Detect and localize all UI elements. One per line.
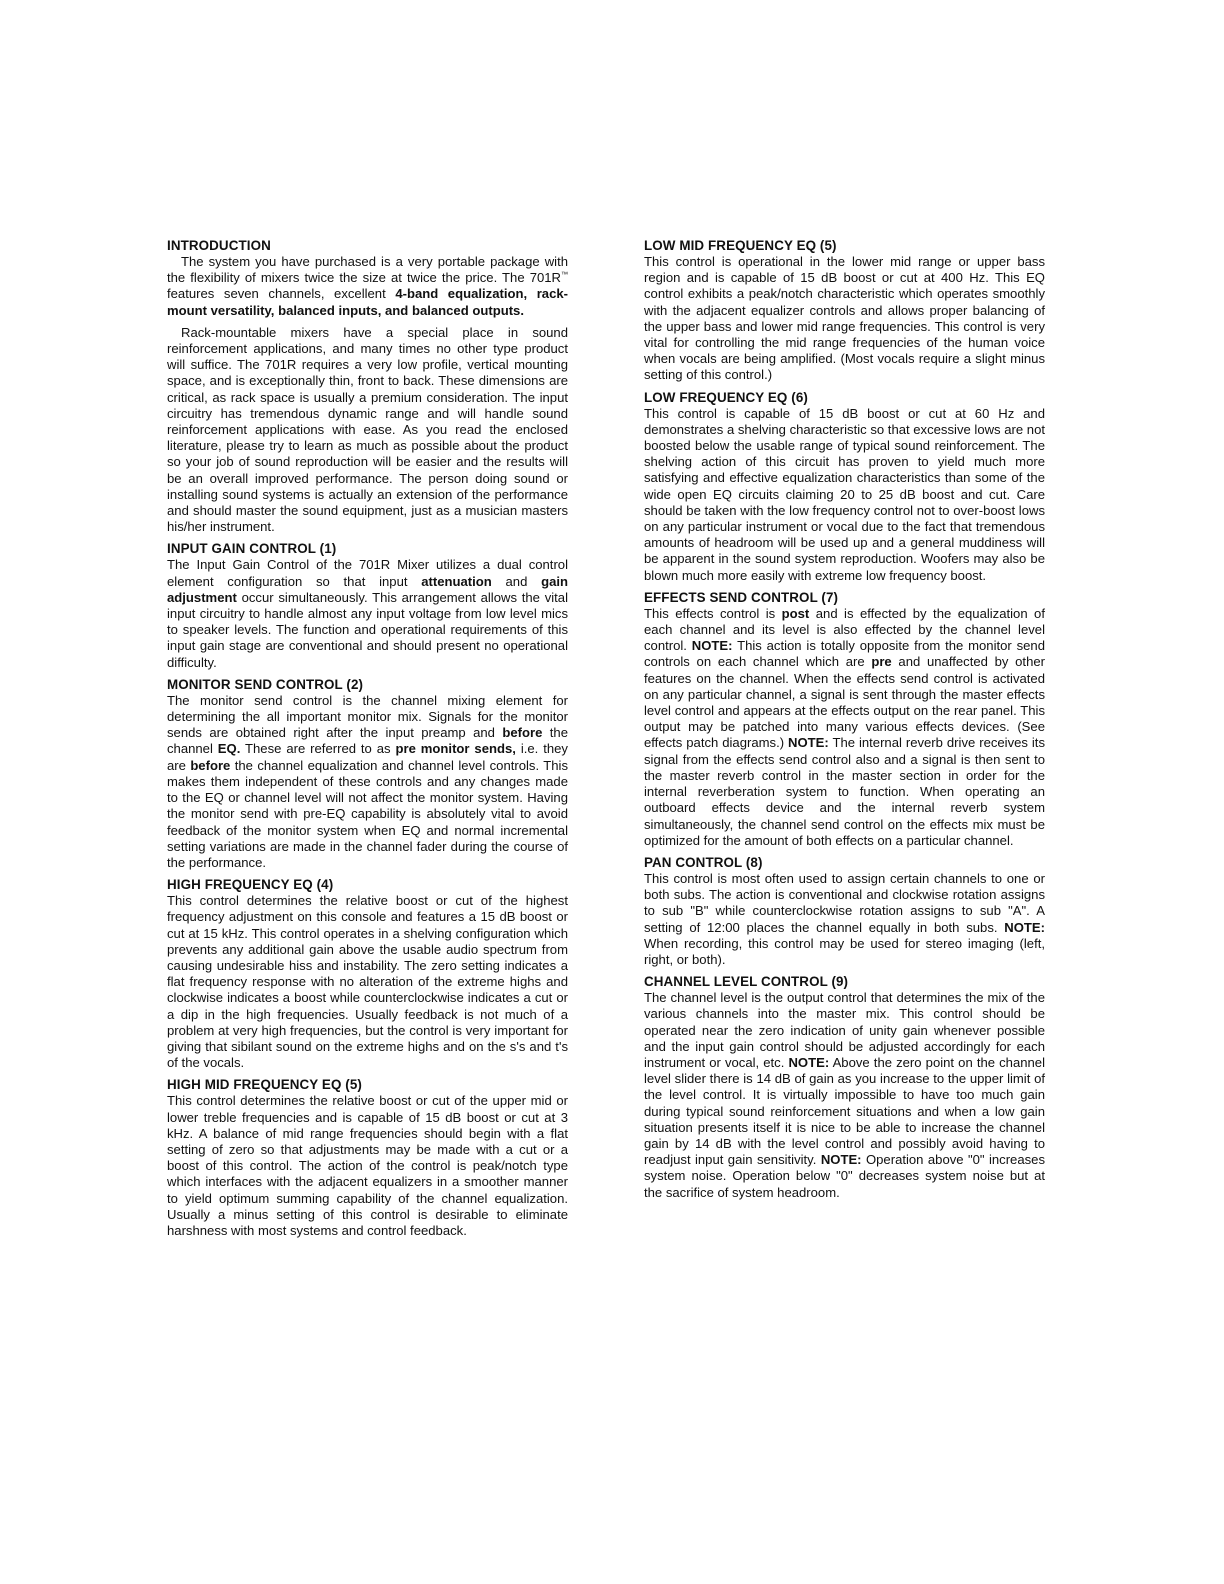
body-paragraph	[167, 893, 568, 1071]
section-monitor-send-control-2	[167, 677, 568, 871]
emphasis-text: NOTE:	[1004, 919, 1045, 935]
text-run: The Input Gain Control of the 701R Mixer utilizes a dual control element configuration so that input	[167, 557, 568, 589]
emphasis-text: EQ.	[217, 741, 241, 757]
text-run: This action is totally opposite from the monitor send controls on each channel which are	[644, 638, 1045, 670]
body-paragraph	[167, 325, 568, 536]
text-run: The internal reverb drive receives its signal from the effects send control also and a signal is then sent to the master reverb control in the master section in order for the internal reverberation system to function. When operating an outboard effects device and the internal reverb system simultaneously, the channel send control on the effects mix must be optimized for the amount of both effects on a particular channel.	[644, 735, 1045, 848]
section-high-mid-frequency-eq-5	[167, 1077, 568, 1239]
emphasis-text: NOTE:	[820, 1152, 862, 1168]
emphasis-text: 4-band equalization, rack-mount versatility, balanced inputs, and balanced outputs.	[167, 286, 568, 318]
text-run: The channel level is the output control that determines the mix of the various channels into the master mix. This control should be operated near the zero indication of unity gain whenever possible and the input gain control should be adjusted accordingly for each instrument or vocal, etc.	[644, 990, 1045, 1070]
text-run: Operation above "0" increases system noise. Operation below "0" decreases system noise but at the sacrifice of system headroom.	[644, 1152, 1045, 1200]
section-pan-control-8	[644, 855, 1045, 968]
text-run: When recording, this control may be used for stereo imaging (left, right, or both).	[644, 935, 1045, 967]
left-column	[167, 238, 568, 1245]
text-run: This effects control is	[644, 605, 782, 621]
body-paragraph	[167, 557, 568, 670]
text-run: i.e. they are	[167, 741, 568, 773]
body-paragraph	[644, 990, 1045, 1201]
section-heading: HIGH FREQUENCY EQ (4)	[167, 877, 334, 893]
text-run: and	[491, 573, 542, 589]
text-run: This control determines the relative boost or cut of the highest frequency adjustment on this console and features a 15 dB boost or cut at 15 kHz. This control operates in a shelving configuration which prevents any additional gain above the usable audio spectrum from causing undesirable hiss and instability. The zero setting indicates a flat frequency response with no alteration of the extreme highs and clockwise indicates a boost while counterclockwise indicates a cut or a dip in the high frequencies. Usually feedback is not much of a problem at very high frequencies, but the control is very important for giving that sibilant sound on the extreme highs and on the s's and t's of the vocals.	[167, 893, 568, 1071]
section-effects-send-control-7	[644, 590, 1045, 849]
text-run: Rack-mountable mixers have a special place in sound reinforcement applications, and many times no other type product will suffice. The 701R requires a very low profile, vertical mounting space, and is exceptionally thin, front to back. These dimensions are critical, as rack space is usually a premium consideration. The input circuitry has tremendous dynamic range and will handle sound reinforcement applications with ease. As you read the enclosed literature, please try to learn as much as possible about the product so your job of sound reproduction will be easier and the results will be an overall improved performance. The person doing sound or installing sound systems is actually an extension of the performance and should master the sound equipment, just as a musician masters his/her instrument.	[167, 324, 568, 535]
section-heading: LOW MID FREQUENCY EQ (5)	[644, 238, 837, 253]
section-heading: PAN CONTROL (8)	[644, 854, 763, 870]
text-run: This control is capable of 15 dB boost or cut at 60 Hz and demonstrates a shelving characteristic so that excessive lows are not boosted below the usable range of typical sound reinforcement. The shelving action of this circuit has proven to yield much more satisfying and effective equalization characteristics than some of the wide open EQ circuits claiming 20 to 25 dB boost and cut. Care should be taken with the low frequency control not to over-boost lows on any particular instrument or vocal due to the fact that tremendous amounts of headroom will be used up and a general muddiness will be apparent in the sound system reproduction. Woofers may also be blown much more easily with extreme low frequency boost.	[644, 405, 1046, 583]
text-run: and is effected by the equalization of each channel and its level is also effected by the channel level control.	[644, 605, 1045, 654]
text-run: This control determines the relative boost or cut of the upper mid or lower treble frequencies and is capable of 15 dB boost or cut at 3 kHz. A balance of mid range frequencies should begin with a flat setting of zero so that adjustments may be made with a cut or a boost of this control. The action of the control is peak/notch type which interfaces with the adjacent equalizers in a smoother manner to yield optimum summing capability of the channel equalization. Usually a minus setting of this control is desirable to eliminate harshness with most systems and control feedback.	[167, 1093, 568, 1238]
section-heading: MONITOR SEND CONTROL (2)	[167, 676, 364, 692]
text-run: This control is operational in the lower mid range or upper bass region and is capable of 15 dB boost or cut at 400 Hz. This EQ control exhibits a peak/notch characteristic which operates smoothly with the adjacent equalizer controls and allows proper balancing of the upper bass and lower mid range frequencies. This control is very vital for controlling the mid range frequencies of the human voice when vocals are being amplified. (Most vocals require a slight minus setting of this control.)	[644, 254, 1045, 383]
body-paragraph	[167, 693, 568, 871]
text-run: This control is most often used to assign certain channels to one or both subs. The action is conventional and clockwise rotation assigns to sub "B" while counterclockwise rotation assigns to sub "A". A setting of 12:00 places the channel equally in both subs.	[644, 870, 1045, 935]
section-heading: EFFECTS SEND CONTROL (7)	[644, 589, 839, 605]
text-run: These are referred to as	[240, 741, 396, 757]
emphasis-text: before	[190, 757, 231, 773]
body-paragraph	[644, 606, 1045, 849]
trademark-mark: ™	[561, 271, 568, 279]
text-run: occur simultaneously. This arrangement allows the vital input circuitry to handle almost any input voltage from low level mics to speaker levels. The function and operational requirements of this input gain stage are conventional and should present no operational difficulty.	[167, 589, 568, 670]
text-run: and unaffected by other features on the channel. When the effects send control is activated on any particular channel, a signal is sent through the master effects level control and appears at the effects output on the rear panel. This output may be patched into many various effects devices. (See effects patch diagrams.)	[644, 654, 1045, 751]
text-run: features seven channels, excellent	[167, 286, 396, 302]
emphasis-text: pre monitor sends,	[395, 741, 516, 757]
section-heading: INTRODUCTION	[167, 238, 271, 253]
section-low-mid-frequency-eq-5	[644, 238, 1045, 384]
emphasis-text: attenuation	[421, 573, 492, 589]
section-introduction	[167, 238, 568, 535]
section-heading: INPUT GAIN CONTROL (1)	[167, 541, 337, 557]
emphasis-text: NOTE:	[691, 638, 733, 654]
body-paragraph	[644, 406, 1045, 584]
section-heading: CHANNEL LEVEL CONTROL (9)	[644, 974, 849, 990]
text-run: The system you have purchased is a very portable package with the flexibility of mixers twice the size at twice the price. The 701R	[167, 254, 568, 286]
right-column	[644, 238, 1045, 1207]
body-paragraph	[167, 254, 568, 319]
text-run: Above the zero point on the channel level slider there is 14 dB of gain as you increase to the upper limit of the level control. It is virtually impossible to have too much gain during typical sound reinforcement situations and when a low gain situation presents itself it is nice to be able to increase the channel gain by 14 dB with the level control and possibly avoid having to readjust input gain sensitivity.	[644, 1054, 1045, 1168]
text-run: The monitor send control is the channel mixing element for determining the all important monitor mix. Signals for the monitor sends are obtained right after the input preamp and	[167, 692, 568, 741]
emphasis-text: gain adjustment	[167, 573, 569, 605]
section-input-gain-control-1	[167, 541, 568, 670]
emphasis-text: pre	[871, 654, 892, 670]
text-run: the channel	[167, 725, 568, 757]
body-paragraph	[644, 254, 1045, 384]
emphasis-text: NOTE:	[788, 735, 829, 751]
section-high-frequency-eq-4	[167, 877, 568, 1071]
emphasis-text: NOTE:	[788, 1054, 830, 1070]
emphasis-text: post	[781, 605, 810, 621]
section-heading: LOW FREQUENCY EQ (6)	[644, 389, 808, 405]
text-run: the channel equalization and channel level controls. This makes them independent of these controls and any changes made to the EQ or channel level will not affect the monitor system. Having the monitor send with pre-EQ capability is absolutely vital to avoid feedback of the monitor system when EQ and normal incremental setting variations are made in the channel fader during the course of the performance.	[167, 757, 569, 870]
emphasis-text: before	[502, 725, 543, 741]
section-heading: HIGH MID FREQUENCY EQ (5)	[167, 1077, 362, 1093]
section-low-frequency-eq-6	[644, 390, 1045, 584]
body-paragraph	[167, 1093, 568, 1239]
body-paragraph	[644, 871, 1045, 968]
section-channel-level-control-9	[644, 974, 1045, 1201]
